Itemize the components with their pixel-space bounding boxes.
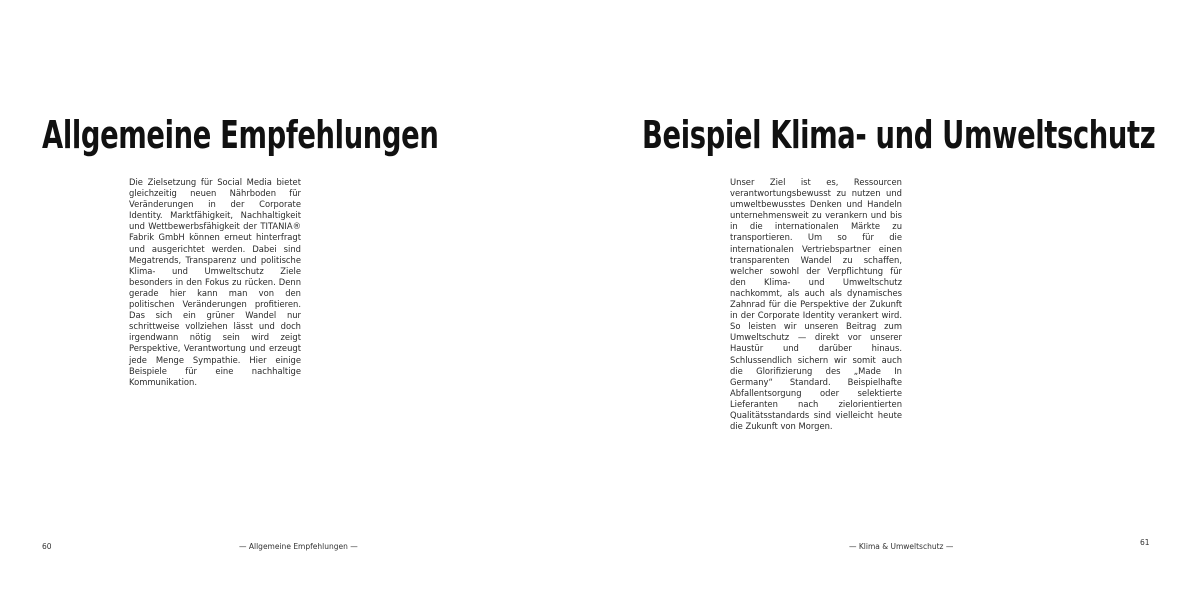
running-footer: — Klima & Umweltschutz — xyxy=(849,542,954,551)
body-text: Die Zielsetzung für Social Media bietet gleichzeitig neuen Nährboden für Veränderungen in der Corporate Identity. Marktfähigkeit, Nachhaltigkeit und Wettbewerbsfähigkeit der TITANIA® Fabrik GmbH können erneut hinterfragt und ausgerichtet werden. Dabei sind Megatrends, Transparenz und politische Klima- und Umweltschutz Ziele besonders in den Fokus zu rücken. Denn gerade hier kann man von den politischen Veränderungen profitieren. Das sich ein grüner Wandel nur schrittweise vollziehen lässt und doch irgendwann nötig sein wird zeigt Perspektive, Verantwortung und erzeugt jede Menge Sympathie. Hier einige Beispiele für eine nachhaltige Kommunikation. xyxy=(129,177,301,387)
page-heading: Allgemeine Empfehlungen xyxy=(42,113,439,157)
page-number: 61 xyxy=(1140,538,1150,547)
page-number: 60 xyxy=(42,542,52,551)
running-footer: — Allgemeine Empfehlungen — xyxy=(239,542,358,551)
right-page xyxy=(596,0,1191,595)
page-heading: Beispiel Klima- und Umweltschutz xyxy=(642,113,1156,157)
left-page xyxy=(0,0,595,595)
body-text: Unser Ziel ist es, Ressourcen verantwortungsbewusst zu nutzen und umweltbewusstes Denken und Handeln unternehmensweit zu verankern und bis in die internationalen Märkte zu transportieren. Um so für die internationalen Vertriebspartner einen transparenten Wandel zu schaffen, welcher sowohl der Verpflichtung für den Klima- und Umweltschutz nachkommt, als auch als dynamisches Zahnrad für die Perspektive der Zukunft in der Corporate Identity verankert wird. So leisten wir unseren Beitrag zum Umweltschutz — direkt vor unserer Haustür und darüber hinaus. Schlussendlich sichern wir somit auch die Glorifizierung des „Made In Germany“ Standard. Beispielhafte Abfallentsorgung oder selektierte Lieferanten nach zielorientierten Qualitätsstandards sind vielleicht heute die Zukunft von Morgen. xyxy=(730,177,902,432)
